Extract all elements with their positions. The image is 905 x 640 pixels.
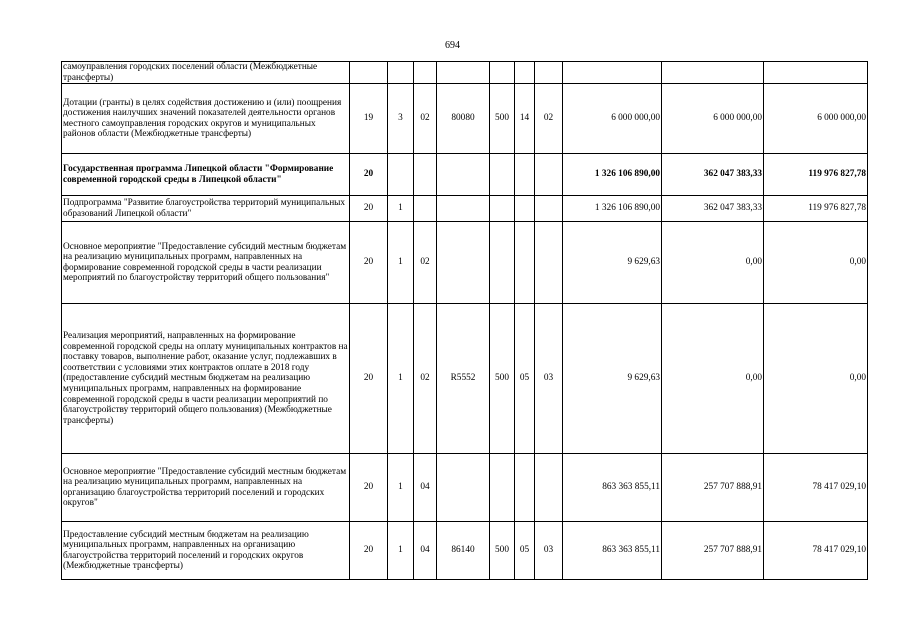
table-row <box>62 196 868 222</box>
cell-main-activity: 04 <box>414 522 437 580</box>
cell-main-activity: 04 <box>414 454 437 522</box>
cell-section <box>515 222 535 304</box>
cell-section <box>515 196 535 222</box>
cell-amount-year3: 78 417 029,10 <box>764 522 868 580</box>
cell-amount-year1 <box>563 62 662 84</box>
row-name: Государственная программа Липецкой области "Формирование современной городской среды в Липецкой области" <box>62 154 350 196</box>
cell-subprogram: 3 <box>388 84 414 154</box>
row-name: Дотации (гранты) в целях содействия достижению и (или) поощрения достижения наилучших значений показателей деятельности органов местного самоуправления городских округов и муниципальных районов области (Межбюджетные трансферты) <box>62 84 350 154</box>
cell-expense-type <box>490 154 515 196</box>
cell-subprogram: 1 <box>388 454 414 522</box>
cell-subsection <box>535 222 563 304</box>
row-name: Предоставление субсидий местным бюджетам на реализацию муниципальных программ, направленных на организацию благоустройства территорий поселений и городских округов (Межбюджетные трансферты) <box>62 522 350 580</box>
cell-amount-year3: 0,00 <box>764 304 868 454</box>
cell-subsection <box>535 196 563 222</box>
cell-program <box>350 62 388 84</box>
cell-subsection <box>535 454 563 522</box>
row-name: Подпрограмма "Развитие благоустройства территорий муниципальных образований Липецкой области" <box>62 196 350 222</box>
cell-direction: R5552 <box>437 304 490 454</box>
table-row <box>62 84 868 154</box>
row-name: Реализация мероприятий, направленных на формирование современной городской среды на оплату муниципальных контрактов на поставку товаров, выполнение работ, оказание услуг, подлежавших в соответствии с условиями этих контрактов оплате в 2018 году (предоставление субсидий местным бюджетам на реализацию муниципальных программ, направленных на формирование современной городской среды в части реализации мероприятий по благоустройству территорий общего пользования) (Межбюджетные трансферты) <box>62 304 350 454</box>
cell-subsection: 03 <box>535 304 563 454</box>
cell-direction <box>437 62 490 84</box>
cell-main-activity: 02 <box>414 84 437 154</box>
cell-expense-type <box>490 62 515 84</box>
cell-section: 05 <box>515 522 535 580</box>
cell-main-activity <box>414 62 437 84</box>
table-row <box>62 304 868 454</box>
cell-amount-year2: 0,00 <box>662 222 764 304</box>
table-row <box>62 62 868 84</box>
cell-subsection: 03 <box>535 522 563 580</box>
cell-amount-year1: 863 363 855,11 <box>563 454 662 522</box>
cell-amount-year3: 119 976 827,78 <box>764 154 868 196</box>
cell-program: 20 <box>350 454 388 522</box>
cell-direction <box>437 454 490 522</box>
table-row <box>62 454 868 522</box>
cell-amount-year1: 863 363 855,11 <box>563 522 662 580</box>
cell-section: 14 <box>515 84 535 154</box>
cell-subprogram: 1 <box>388 222 414 304</box>
cell-amount-year3: 6 000 000,00 <box>764 84 868 154</box>
table-row <box>62 222 868 304</box>
row-name: самоуправления городских поселений области (Межбюджетные трансферты) <box>62 62 350 84</box>
cell-amount-year1: 6 000 000,00 <box>563 84 662 154</box>
cell-amount-year1: 9 629,63 <box>563 222 662 304</box>
cell-subsection: 02 <box>535 84 563 154</box>
cell-subprogram: 1 <box>388 304 414 454</box>
cell-main-activity: 02 <box>414 304 437 454</box>
cell-amount-year2: 257 707 888,91 <box>662 522 764 580</box>
cell-direction <box>437 154 490 196</box>
cell-expense-type: 500 <box>490 304 515 454</box>
cell-amount-year2 <box>662 62 764 84</box>
cell-amount-year2: 257 707 888,91 <box>662 454 764 522</box>
cell-main-activity <box>414 196 437 222</box>
cell-subprogram: 1 <box>388 196 414 222</box>
cell-amount-year2: 6 000 000,00 <box>662 84 764 154</box>
cell-program: 20 <box>350 522 388 580</box>
cell-expense-type <box>490 196 515 222</box>
cell-section <box>515 454 535 522</box>
cell-amount-year3 <box>764 62 868 84</box>
cell-program: 20 <box>350 196 388 222</box>
cell-section: 05 <box>515 304 535 454</box>
cell-amount-year2: 0,00 <box>662 304 764 454</box>
cell-program: 20 <box>350 154 388 196</box>
cell-amount-year3: 119 976 827,78 <box>764 196 868 222</box>
cell-expense-type <box>490 222 515 304</box>
cell-expense-type <box>490 454 515 522</box>
cell-section <box>515 154 535 196</box>
cell-direction: 86140 <box>437 522 490 580</box>
table-row <box>62 522 868 580</box>
cell-subsection <box>535 62 563 84</box>
cell-subprogram <box>388 154 414 196</box>
cell-amount-year1: 9 629,63 <box>563 304 662 454</box>
cell-program: 20 <box>350 222 388 304</box>
budget-table <box>61 61 868 580</box>
table-row <box>62 154 868 196</box>
cell-expense-type: 500 <box>490 84 515 154</box>
page-number: 694 <box>445 40 460 51</box>
row-name: Основное мероприятие "Предоставление субсидий местным бюджетам на реализацию муниципальных программ, направленных на формирование современной городской среды в части реализации мероприятий по благоустройству территорий общего пользования" <box>62 222 350 304</box>
cell-subsection <box>535 154 563 196</box>
cell-main-activity <box>414 154 437 196</box>
cell-program: 19 <box>350 84 388 154</box>
cell-expense-type: 500 <box>490 522 515 580</box>
cell-direction <box>437 222 490 304</box>
cell-direction <box>437 196 490 222</box>
cell-program: 20 <box>350 304 388 454</box>
cell-amount-year2: 362 047 383,33 <box>662 196 764 222</box>
cell-subprogram <box>388 62 414 84</box>
cell-amount-year1: 1 326 106 890,00 <box>563 196 662 222</box>
cell-amount-year1: 1 326 106 890,00 <box>563 154 662 196</box>
cell-amount-year3: 0,00 <box>764 222 868 304</box>
cell-amount-year2: 362 047 383,33 <box>662 154 764 196</box>
row-name: Основное мероприятие "Предоставление субсидий местным бюджетам на реализацию муниципальных программ, направленных на организацию благоустройства территорий поселений и городских округов" <box>62 454 350 522</box>
cell-direction: 80080 <box>437 84 490 154</box>
cell-section <box>515 62 535 84</box>
cell-main-activity: 02 <box>414 222 437 304</box>
cell-amount-year3: 78 417 029,10 <box>764 454 868 522</box>
cell-subprogram: 1 <box>388 522 414 580</box>
